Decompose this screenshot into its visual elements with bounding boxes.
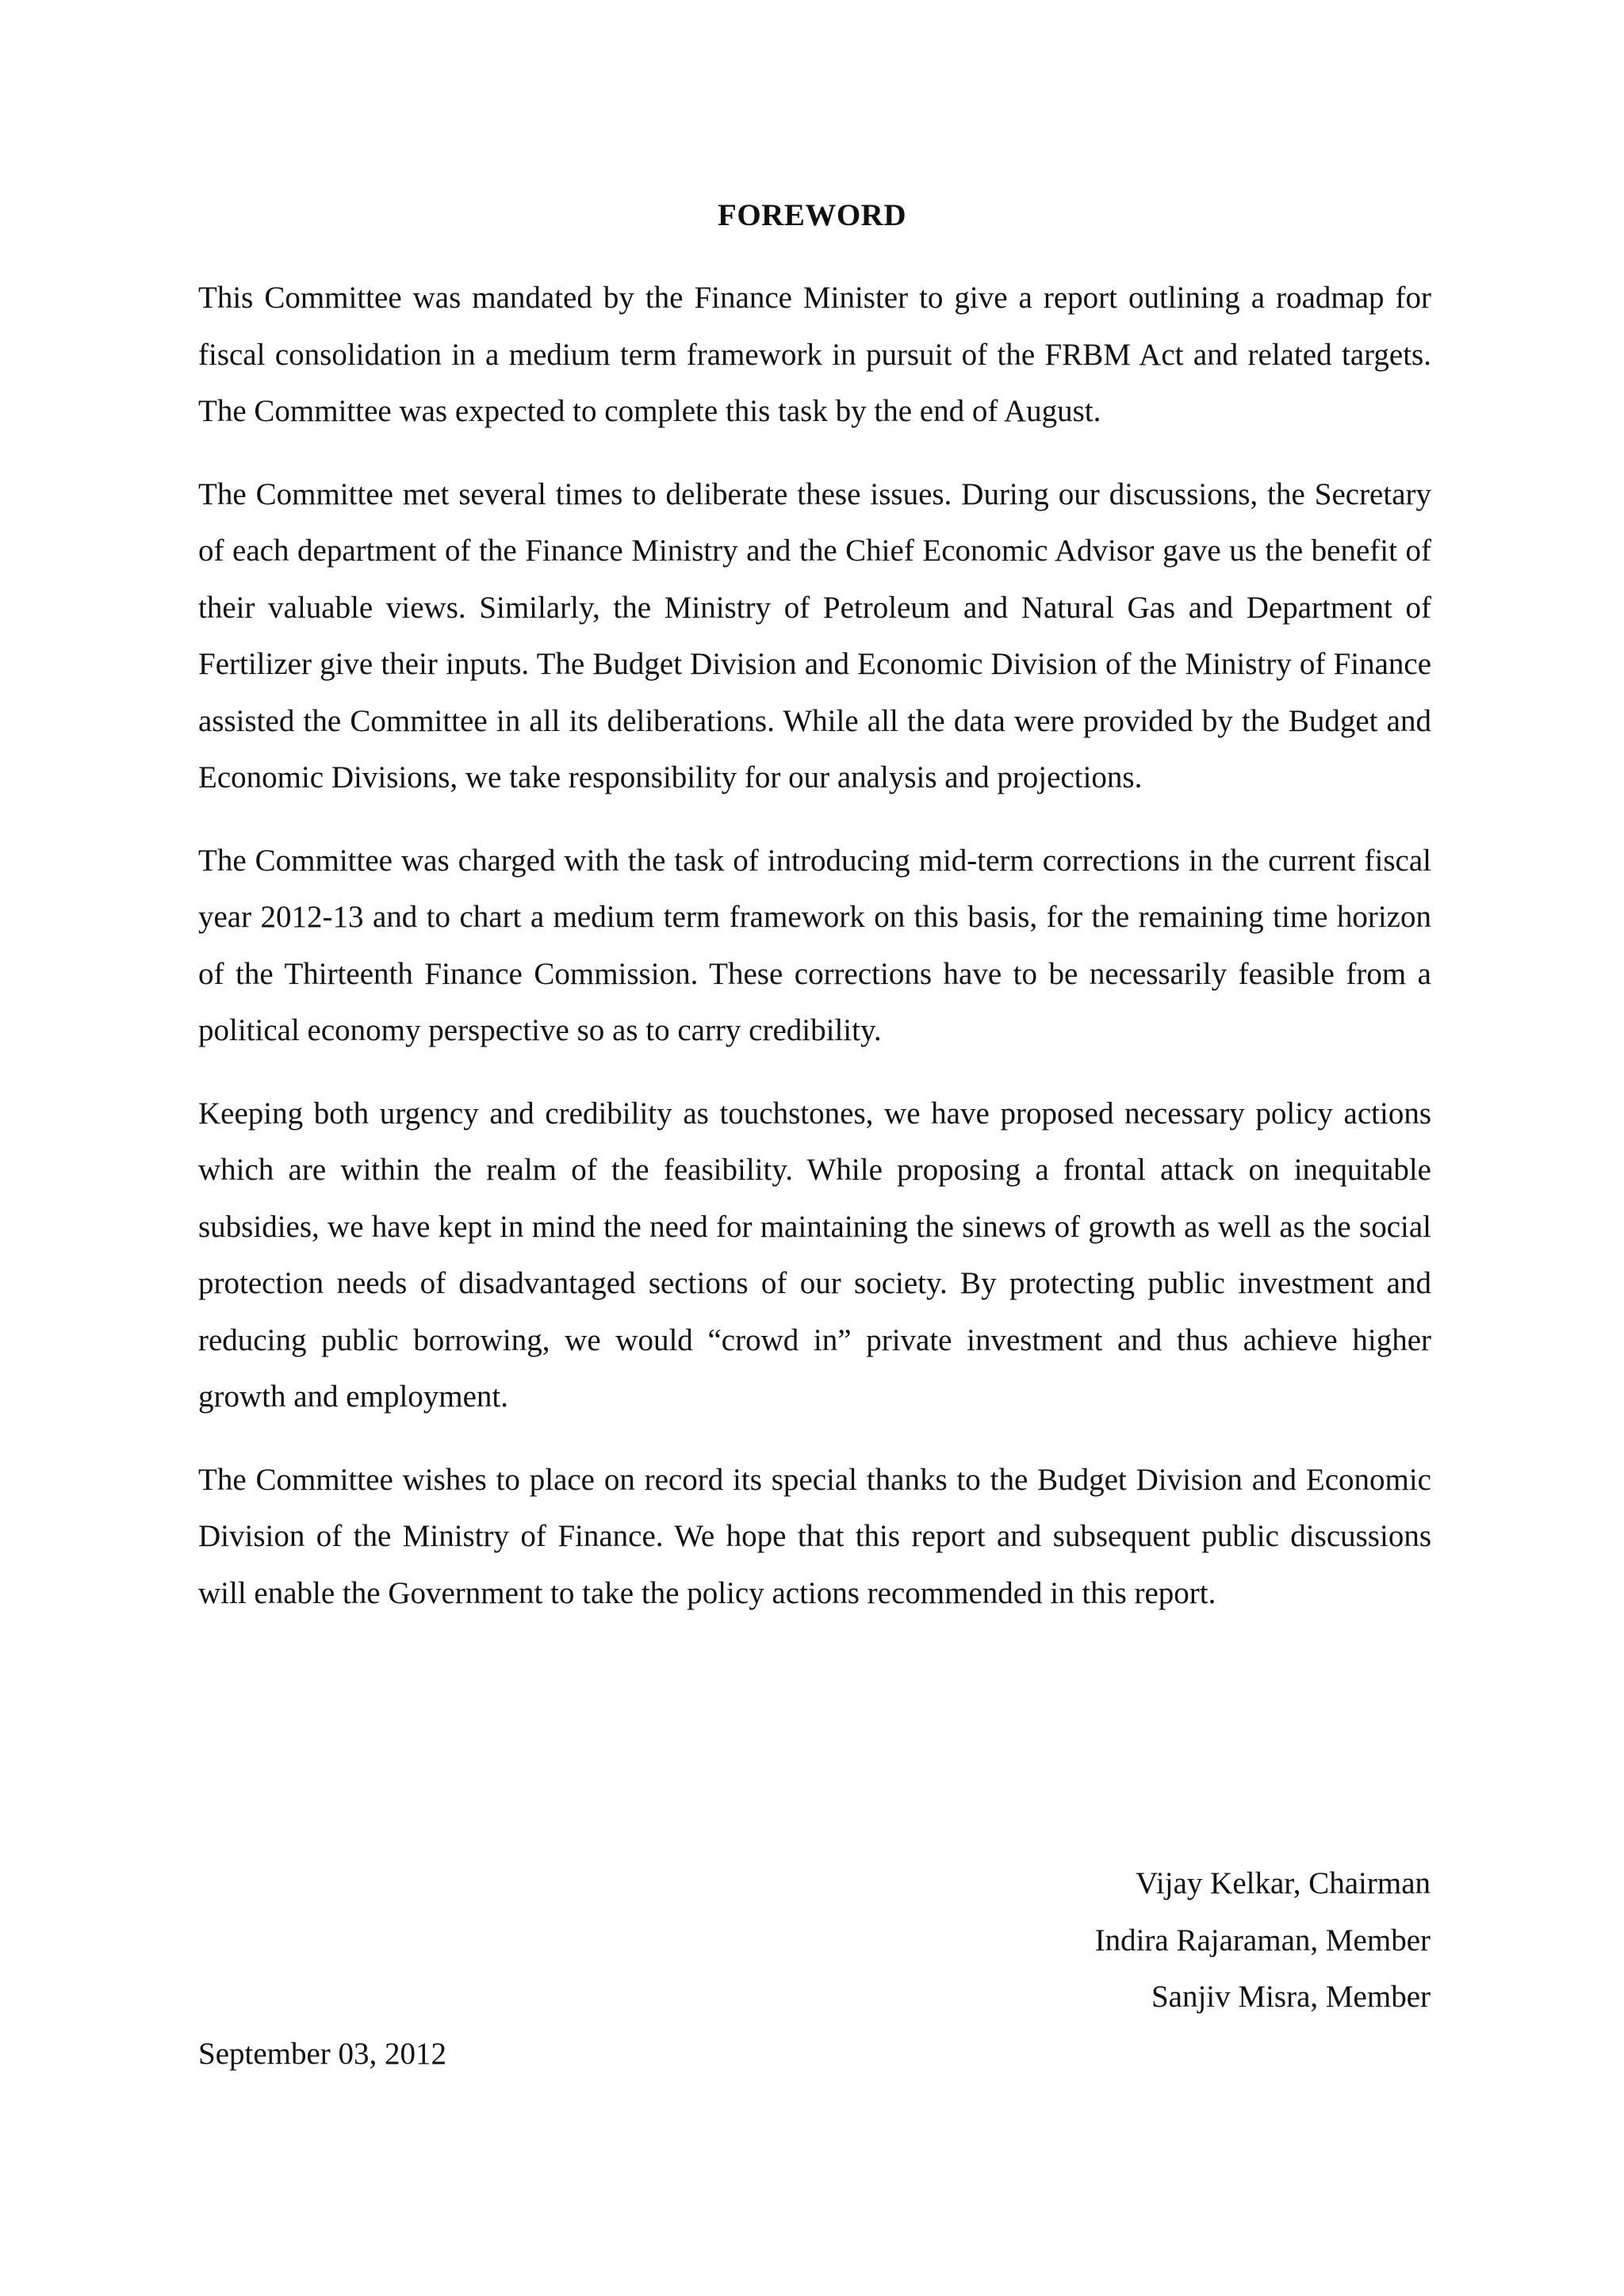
paragraph-corrections: The Committee was charged with the task of introducing mid-term corrections in the current fiscal year 2012-13 and to chart a medium term framework on this basis, for the remaining time horizon of the Thirteenth Finance Commission. These corrections have to be necessarily feasible from a political economy perspective so as to carry credibility. [198,843,1431,1047]
paragraph-policy-actions: Keeping both urgency and credibility as touchstones, we have proposed necessary policy actions which are within the realm of the feasibility. While proposing a frontal attack on inequitable subsidies, we have kept in mind the need for maintaining the sinews of growth as well as the social protection needs of disadvantaged sections of our society. By protecting public investment and reducing public borrowing, we would “crowd in” private investment and thus achieve higher growth and employment. [198,1096,1431,1414]
page-title: FOREWORD [718,198,906,232]
signatory-member-1: Indira Rajaraman, Member [1094,1923,1431,1957]
foreword-body [198,270,1431,1647]
paragraph-deliberations: The Committee met several times to deliberate these issues. During our discussions, the Secretary of each department of the Finance Ministry and the Chief Economic Advisor gave us the benefit of their valuable views. Similarly, the Ministry of Petroleum and Natural Gas and Department of Fertilizer give their inputs. The Budget Division and Economic Division of the Ministry of Finance assisted the Committee in all its deliberations. While all the data were provided by the Budget and Economic Divisions, we take responsibility for our analysis and projections. [198,476,1431,794]
signatory-chairman: Vijay Kelkar, Chairman [1136,1866,1431,1900]
paragraph-mandate: This Committee was mandated by the Finance Minister to give a report outlining a roadmap for fiscal consolidation in a medium term framework in pursuit of the FRBM Act and related targets. The Committee was expected to complete this task by the end of August. [198,281,1431,428]
signatory-member-2: Sanjiv Misra, Member [1151,1980,1431,2014]
signature-block [1095,1855,1431,2026]
document-date: September 03, 2012 [198,2037,447,2071]
paragraph-thanks: The Committee wishes to place on record its special thanks to the Budget Division and Economic Division of the Ministry of Finance. We hope that this report and subsequent public discussions will enable the Government to take the policy actions recommended in this report. [198,1462,1431,1610]
